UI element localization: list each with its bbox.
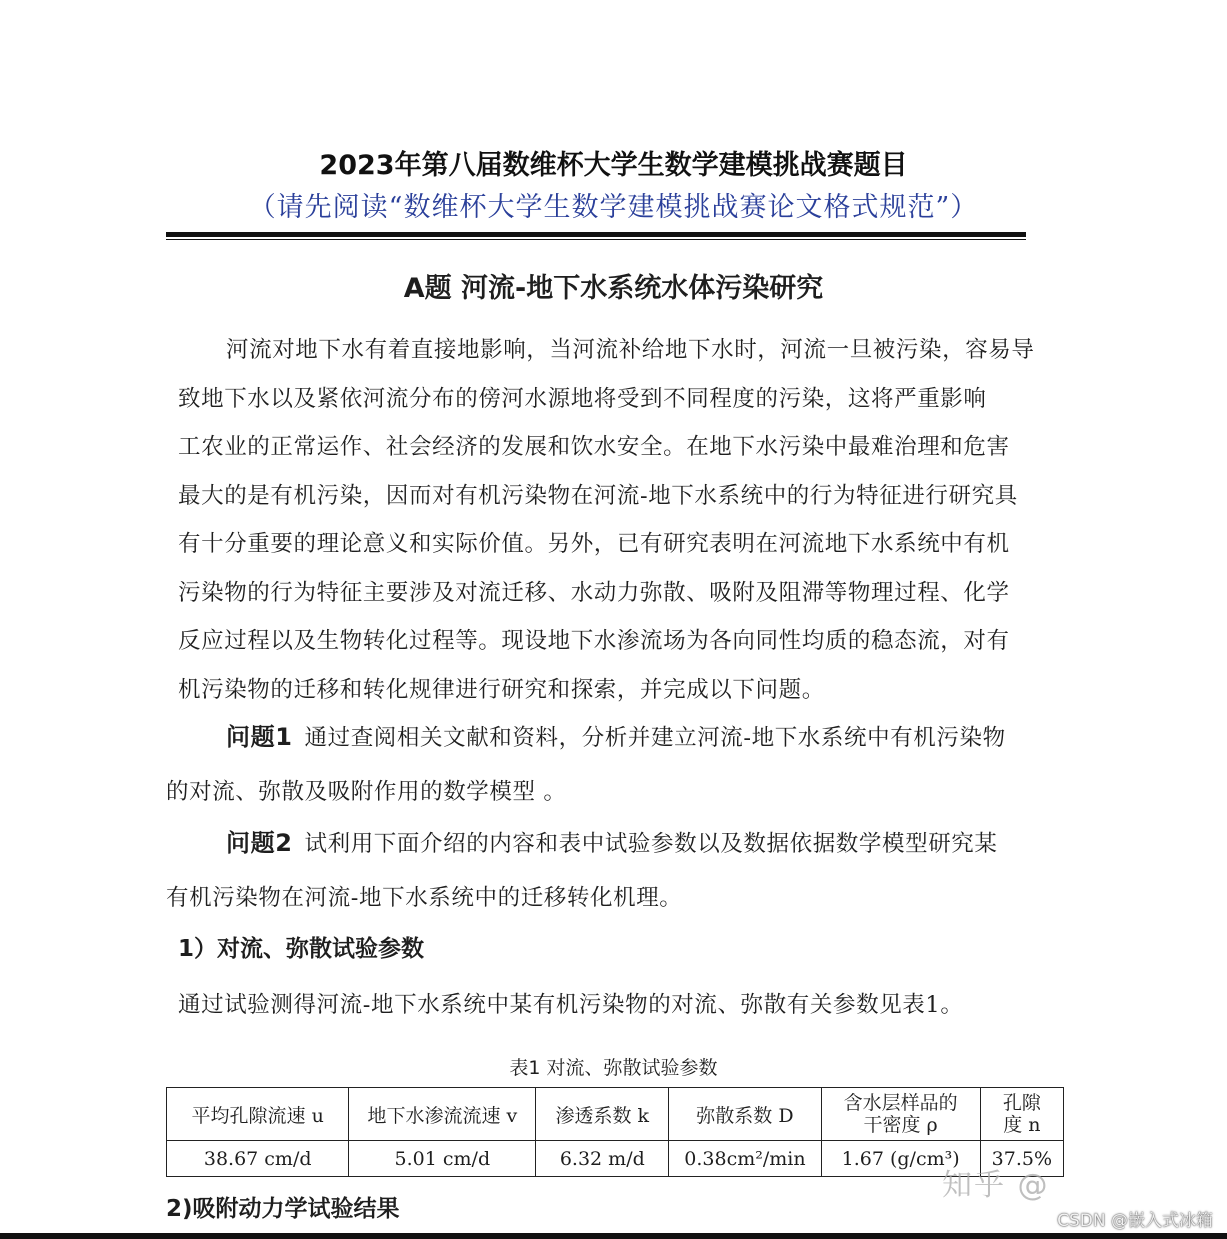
- table-row: [167, 1141, 1064, 1177]
- paragraph-line: 工农业的正常运作、社会经济的发展和饮水安全。在地下水污染中最难治理和危害: [178, 434, 1010, 460]
- section-2-heading: 2)吸附动力学试验结果: [166, 1196, 400, 1222]
- question-1: [166, 710, 1066, 819]
- table-header-cell: 地下水渗流流速 v: [349, 1088, 536, 1141]
- paragraph-line: 最大的是有机污染，因而对有机污染物在河流-地下水系统中的行为特征进行研究具: [178, 482, 1018, 509]
- table-header-line: 孔隙: [1002, 1092, 1041, 1114]
- table-cell: 0.38cm²/min: [669, 1141, 821, 1177]
- table-caption: 表1 对流、弥散试验参数: [509, 1057, 718, 1079]
- paragraph-line: 致地下水以及紧依河流分布的傍河水源地将受到不同程度的污染，这将严重影响: [178, 385, 987, 412]
- section-1-text: 通过试验测得河流-地下水系统中某有机污染物的对流、弥散有关参数见表1。: [178, 992, 964, 1018]
- table-header-line: 干密度 ρ: [863, 1114, 938, 1136]
- question-1-text-cont: 的对流、弥散及吸附作用的数学模型 。: [166, 779, 567, 805]
- table-header-row: [167, 1088, 1064, 1141]
- table-cell: 37.5%: [980, 1141, 1063, 1177]
- table-header-line: 度 n: [1003, 1114, 1041, 1136]
- intro-paragraph: [178, 326, 1063, 714]
- problem-heading: A题 河流-地下水系统水体污染研究: [403, 273, 824, 304]
- paragraph-line: 反应过程以及生物转化过程等。现设地下水渗流场为各向同性均质的稳态流，对有: [178, 628, 1010, 654]
- table-header-cell: 渗透系数 k: [536, 1088, 669, 1141]
- title-divider-thin: [166, 239, 1026, 240]
- paragraph-line: 机污染物的迁移和转化规律进行研究和探索，并完成以下问题。: [178, 676, 825, 703]
- zhihu-watermark: 知乎 @: [942, 1168, 1050, 1203]
- table-header-cell: [980, 1088, 1063, 1141]
- question-2: [166, 816, 1066, 925]
- paragraph-line: 有十分重要的理论意义和实际价值。另外，已有研究表明在河流地下水系统中有机: [178, 531, 1010, 557]
- document-subtitle: （请先阅读“数维杯大学生数学建模挑战赛论文格式规范”）: [248, 192, 979, 223]
- question-1-text: 通过查阅相关文献和资料，分析并建立河流-地下水系统中有机污染物: [304, 725, 1006, 751]
- question-1-label: 问题1: [226, 723, 293, 751]
- question-2-label: 问题2: [226, 829, 293, 857]
- document-title: 2023年第八届数维杯大学生数学建模挑战赛题目: [319, 150, 908, 181]
- parameters-table: [166, 1087, 1064, 1177]
- question-2-text-cont: 有机污染物在河流-地下水系统中的迁移转化机理。: [166, 885, 683, 911]
- section-1-heading: 1）对流、弥散试验参数: [178, 936, 425, 962]
- title-divider-thick: [166, 232, 1026, 237]
- question-2-text: 试利用下面介绍的内容和表中试验参数以及数据依据数学模型研究某: [304, 831, 998, 857]
- table-cell: 38.67 cm/d: [167, 1141, 349, 1177]
- table-header-cell: 平均孔隙流速 u: [167, 1088, 349, 1141]
- csdn-watermark: CSDN @嵌入式冰箱: [1057, 1211, 1213, 1231]
- table-header-cell: [821, 1088, 980, 1141]
- table-header-cell: 弥散系数 D: [669, 1088, 821, 1141]
- bottom-border: [0, 1233, 1227, 1239]
- table-cell: 6.32 m/d: [536, 1141, 669, 1177]
- paragraph-line: 污染物的行为特征主要涉及对流迁移、水动力弥散、吸附及阻滞等物理过程、化学: [178, 579, 1010, 606]
- paragraph-line: 河流对地下水有着直接地影响，当河流补给地下水时，河流一旦被污染，容易导: [226, 337, 1035, 363]
- table-header-line: 含水层样品的: [843, 1092, 958, 1114]
- table-cell: 1.67 (g/cm³): [821, 1141, 980, 1177]
- table-cell: 5.01 cm/d: [349, 1141, 536, 1177]
